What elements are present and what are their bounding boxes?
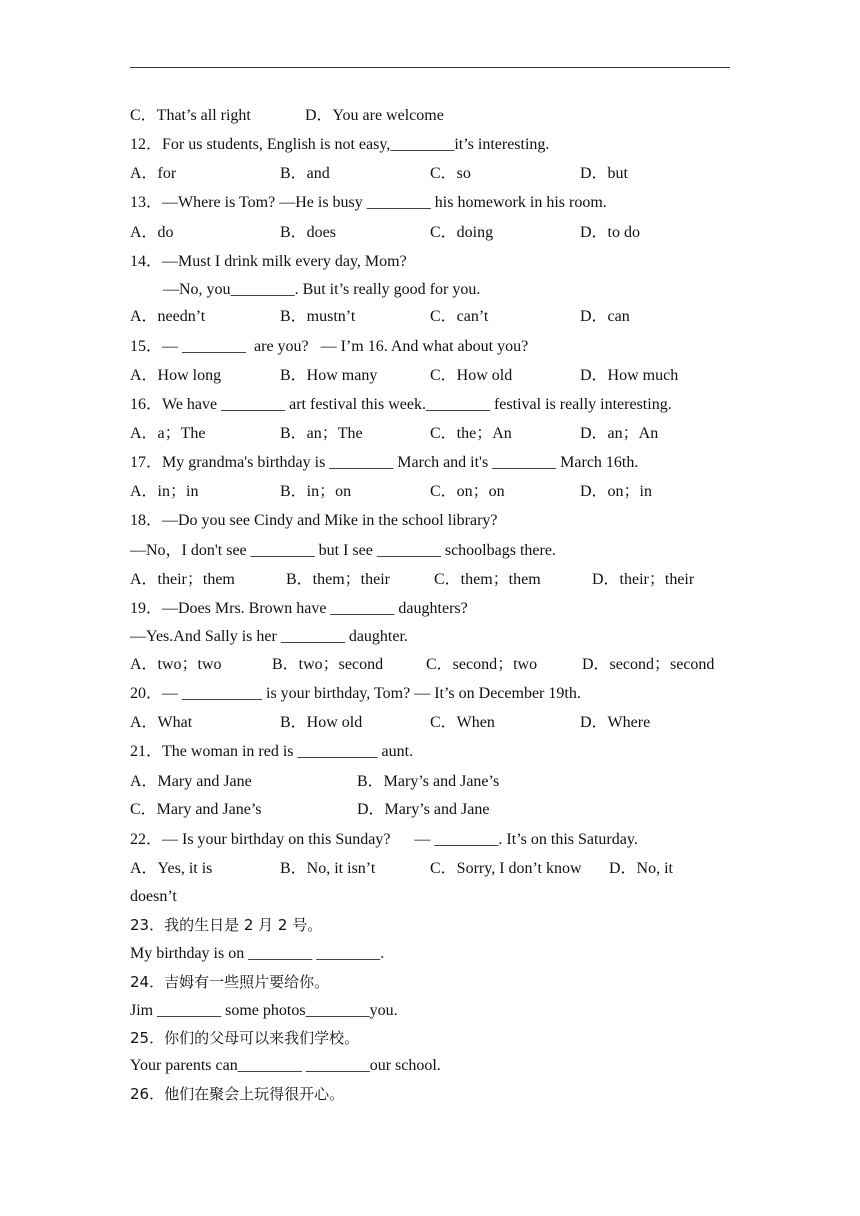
q19-reply: —Yes.And Sally is her ________ daughter. bbox=[130, 628, 408, 645]
q14-option-b: B．mustn’t bbox=[280, 308, 356, 325]
q23-prompt-cn: 23．我的生日是 2 月 2 号。 bbox=[130, 916, 323, 934]
q22-option-a: A．Yes, it is bbox=[130, 860, 213, 877]
q19-option-b: B．two；second bbox=[272, 656, 384, 673]
q17-option-a: A．in；in bbox=[130, 483, 199, 500]
q12-option-c: C．so bbox=[430, 165, 471, 182]
q22-option-b: B．No, it isn’t bbox=[280, 860, 376, 877]
q21-stem: 21．The woman in red is __________ aunt. bbox=[130, 743, 414, 760]
q19-option-a: A．two；two bbox=[130, 656, 222, 673]
q16-option-b: B．an；The bbox=[280, 425, 363, 442]
q12-stem bbox=[130, 135, 549, 155]
q15-post: are you? — I’m 16. And what about you? bbox=[246, 338, 529, 355]
q12-pre: 12．For us students, English is not easy, bbox=[130, 136, 391, 153]
q12-blank: ________ bbox=[390, 136, 455, 153]
q15-option-a: A．How long bbox=[130, 367, 222, 384]
q11-option-d: D．You are welcome bbox=[305, 107, 444, 124]
q13-post: his homework in his room. bbox=[430, 194, 607, 211]
q20-option-b: B．How old bbox=[280, 714, 363, 731]
q18-stem: 18．—Do you see Cindy and Mike in the school library? bbox=[130, 512, 498, 529]
q24-prompt-cn: 24．吉姆有一些照片要给你。 bbox=[130, 973, 330, 991]
header-rule bbox=[130, 67, 730, 68]
q20-option-c: C．When bbox=[430, 714, 495, 731]
q17-option-c: C．on；on bbox=[430, 483, 505, 500]
q14-reply bbox=[163, 280, 480, 300]
q14-stem: 14．—Must I drink milk every day, Mom? bbox=[130, 253, 407, 270]
q19-option-d: D．second；second bbox=[582, 656, 715, 673]
q21-option-d: D．Mary’s and Jane bbox=[357, 801, 490, 818]
q15-pre: 15．— bbox=[130, 338, 183, 355]
q15-option-b: B．How many bbox=[280, 367, 378, 384]
q18-option-d: D．their；their bbox=[592, 571, 695, 588]
q20-option-d: D．Where bbox=[580, 714, 651, 731]
q15-stem bbox=[130, 337, 528, 357]
q23-sentence: My birthday is on ________ ________. bbox=[130, 945, 385, 962]
q13-pre: 13．—Where is Tom? —He is busy bbox=[130, 194, 367, 211]
q24-sentence: Jim ________ some photos________you. bbox=[130, 1002, 398, 1019]
q16-option-d: D．an；An bbox=[580, 425, 659, 442]
q13-option-a: A．do bbox=[130, 224, 174, 241]
q26-prompt-cn: 26．他们在聚会上玩得很开心。 bbox=[130, 1085, 345, 1103]
q14-blank: ________ bbox=[230, 281, 295, 298]
q18-option-b: B．them；their bbox=[286, 571, 390, 588]
q13-option-d: D．to do bbox=[580, 224, 641, 241]
q12-option-d: D．but bbox=[580, 165, 629, 182]
q20-stem: 20．— __________ is your birthday, Tom? — It’s on December 19th. bbox=[130, 685, 581, 702]
q18-option-c: C．them；them bbox=[434, 571, 541, 588]
q25-sentence: Your parents can________ ________our school. bbox=[130, 1057, 441, 1074]
q13-stem bbox=[130, 193, 607, 213]
q14-pre: —No, you bbox=[163, 281, 231, 298]
q16-option-a: A．a；The bbox=[130, 425, 206, 442]
q25-prompt-cn: 25．你们的父母可以来我们学校。 bbox=[130, 1029, 360, 1047]
q13-option-b: B．does bbox=[280, 224, 337, 241]
q22-option-d: D．No, it bbox=[609, 860, 674, 877]
q12-option-b: B．and bbox=[280, 165, 330, 182]
q17-stem: 17．My grandma's birthday is ________ March and it's ________ March 16th. bbox=[130, 454, 639, 471]
q17-option-d: D．on；in bbox=[580, 483, 653, 500]
q14-option-c: C．can’t bbox=[430, 308, 489, 325]
q12-option-a: A．for bbox=[130, 165, 177, 182]
q13-blank: ________ bbox=[366, 194, 431, 211]
q19-option-c: C．second；two bbox=[426, 656, 538, 673]
q14-option-d: D．can bbox=[580, 308, 630, 325]
q17-option-b: B．in；on bbox=[280, 483, 352, 500]
q14-option-a: A．needn’t bbox=[130, 308, 206, 325]
q14-post: . But it’s really good for you. bbox=[294, 281, 481, 298]
q20-option-a: A．What bbox=[130, 714, 193, 731]
q16-option-c: C．the；An bbox=[430, 425, 512, 442]
q15-blank: ________ bbox=[182, 338, 247, 355]
q11-option-c: C．That’s all right bbox=[130, 107, 251, 124]
q15-option-d: D．How much bbox=[580, 367, 679, 384]
q16-stem: 16．We have ________ art festival this week.________ festival is really interesting. bbox=[130, 396, 672, 413]
q21-option-a: A．Mary and Jane bbox=[130, 773, 252, 790]
q12-post: it’s interesting. bbox=[454, 136, 550, 153]
q18-reply: —No，I don't see ________ but I see ________ schoolbags there. bbox=[130, 542, 556, 559]
q13-option-c: C．doing bbox=[430, 224, 494, 241]
q15-option-c: C．How old bbox=[430, 367, 513, 384]
q18-option-a: A．their；them bbox=[130, 571, 235, 588]
q19-stem: 19．—Does Mrs. Brown have ________ daughters? bbox=[130, 600, 468, 617]
q22-option-d-wrap: doesn’t bbox=[130, 888, 177, 905]
q22-option-c: C．Sorry, I don’t know bbox=[430, 860, 582, 877]
q22-stem: 22．— Is your birthday on this Sunday? — ________. It’s on this Saturday. bbox=[130, 831, 638, 848]
q21-option-b: B．Mary’s and Jane’s bbox=[357, 773, 500, 790]
q21-option-c: C．Mary and Jane’s bbox=[130, 801, 262, 818]
